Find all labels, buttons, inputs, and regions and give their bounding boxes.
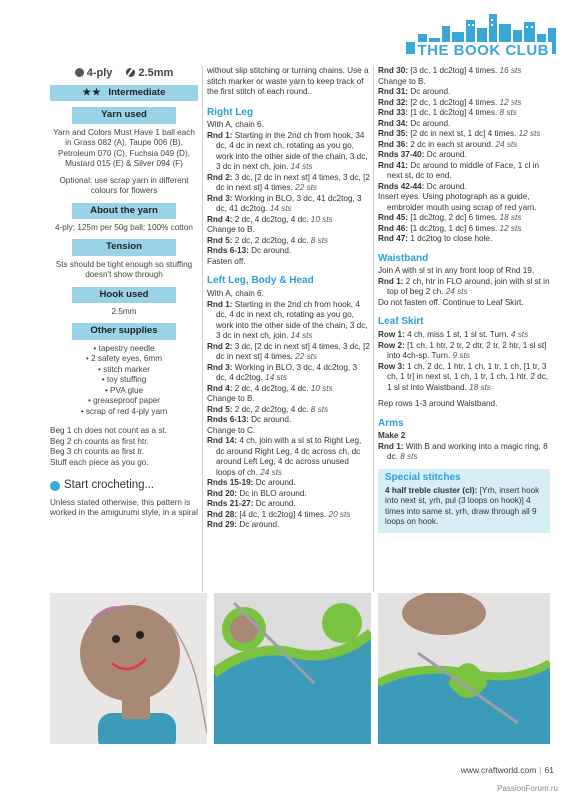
- crochet-skirt-illustration: [214, 593, 371, 744]
- instruction-line: Rnd 5: 2 dc, 2 dc2tog, 4 dc. 8 sts: [207, 235, 329, 245]
- bullet-dot-icon: [50, 481, 60, 491]
- instruction-line: Row 1: 4 ch, miss 1 st, 1 sl st. Turn. 4 sts: [378, 330, 529, 340]
- list-item: • toy stuffing: [101, 375, 147, 385]
- instruction-line: Rnd 31: Dc around.: [378, 87, 451, 96]
- special-stitches-heading: Special stitches: [385, 471, 461, 483]
- yarn-used-heading: Yarn used: [72, 107, 176, 123]
- instruction-line: Rnd 35: [2 dc in next st, 1 dc] 4 times. 12 sts: [378, 129, 541, 138]
- waistband-instructions: [378, 266, 550, 308]
- instruction-line: Do not fasten off. Continue to Leaf Skirt.: [378, 297, 524, 307]
- instruction-line: Row 3: 1 ch, 2 dc, 1 htr, 1 ch, 1 tr, 1 ch, [1 tr, 3 ch, 1 tr] in next st, 1 ch, 1 tr, 1 ch, 1 htr, 2 dc, 1 sl st into Waistband. 18 sts: [378, 361, 549, 392]
- yarn-ball-icon: [75, 68, 84, 77]
- list-item: • stitch marker: [98, 364, 150, 374]
- notes-list: [50, 426, 198, 468]
- difficulty-bar: [50, 85, 198, 101]
- crochet-hook-icon: [126, 68, 135, 77]
- instruction-line: Rnd 4: 2 dc, 4 dc2tog, 4 dc. 10 sts: [207, 383, 333, 393]
- instruction-line: Insert eyes. Using photograph as a guide, embroider mouth using scrap of red yarn.: [378, 192, 537, 212]
- hook-size: 2.5mm: [126, 66, 173, 80]
- instruction-line: With A, chain 6.: [207, 120, 264, 130]
- left-leg-heading: Left Leg, Body & Head: [207, 275, 314, 287]
- instruction-line: Rnd 30: [3 dc, 1 dc2tog] 4 times. 16 sts: [378, 66, 522, 75]
- crochet-leaf-illustration: [378, 593, 550, 744]
- magazine-section-title: THE BOOK CLUB: [415, 42, 553, 59]
- instruction-line: Rnd 33: [1 dc, 1 dc2tog] 4 times. 8 sts: [378, 108, 517, 117]
- website-url[interactable]: www.craftworld.com: [460, 765, 537, 775]
- other-supplies-heading: Other supplies: [72, 323, 176, 339]
- leaf-skirt-photo: [214, 593, 371, 744]
- instruction-line: Rnd 41: Dc around to middle of Face, 1 cl in next st, dc to end.: [378, 160, 540, 180]
- list-item: • scrap of red 4-ply yarn: [80, 406, 168, 416]
- crochet-doll-illustration: [50, 593, 207, 744]
- instruction-line: Rnd 34: Dc around.: [378, 118, 451, 128]
- special-stitches-box: [378, 469, 550, 533]
- instruction-line: Rnd 2: 3 dc, [2 dc in next st] 4 times, 3 dc, [2 dc in next st] 4 times. 22 sts: [207, 341, 370, 362]
- instruction-line: Change to B.: [378, 76, 426, 86]
- yarn-used-text: Yarn and Colors Must Have 1 ball each in Grass 082 (A), Taupe 006 (B), Petroleum 070 (C), Fuchsia 049 (D), Mustard 015 (E) & Silver 094 (F): [53, 127, 195, 169]
- hook-used-text: 2.5mm: [111, 306, 137, 316]
- instruction-line: Rnds 42-44: Dc around.: [378, 181, 467, 191]
- yarn-weight: 4-ply: [75, 66, 113, 80]
- page-header: [0, 0, 566, 62]
- instruction-line: Rnds 15-19: Dc around.: [207, 478, 296, 488]
- arms-make-count: Make 2: [378, 431, 406, 441]
- doll-head-photo: [50, 593, 207, 744]
- instruction-line: Change to B.: [207, 394, 255, 404]
- leaf-attachment-photo: [378, 593, 550, 744]
- list-item: • greaseproof paper: [87, 396, 161, 406]
- spec-line: [50, 66, 198, 80]
- note-item: Beg 3 ch counts as first tr.: [50, 447, 145, 457]
- instruction-line: Rnds 6-13: Dc around.: [207, 246, 292, 256]
- start-crocheting-heading: Start crocheting...: [50, 478, 198, 493]
- column-divider: [373, 66, 374, 592]
- start-text: Unless stated otherwise, this pattern is worked in the amigurumi style, in a spiral: [50, 497, 198, 518]
- instruction-line: Rnd 29: Dc around.: [207, 520, 280, 530]
- instruction-line: Change to B.: [207, 225, 255, 235]
- note-item: Beg 1 ch does not count as a st.: [50, 426, 167, 436]
- column-head-skirt-arms: [378, 66, 550, 533]
- difficulty-label: Intermediate: [108, 87, 166, 99]
- instruction-line: Rnd 45: [1 dc2tog, 2 dc] 6 times. 18 sts: [378, 213, 522, 222]
- difficulty-stars: ★★: [82, 87, 102, 99]
- instruction-line: Rnd 1: Starting in the 2nd ch from hook, 34 dc, 4 dc in next ch, rotating as you go, work into the other side of the chain, 3 dc, 3 dc in next ch, join. 14 sts: [207, 130, 368, 172]
- instruction-line: Rnd 47: 1 dc2tog to close hole.: [378, 234, 493, 243]
- leaf-skirt-instructions: [378, 330, 550, 393]
- head-instructions: [378, 66, 550, 245]
- waistband-heading: Waistband: [378, 252, 429, 264]
- arms-instructions: [378, 442, 550, 463]
- instruction-line: Rnd 1: Starting in the 2nd ch from hook, 4 dc, 4 dc in next ch, rotating as you go, work into the other side of the chain, 3 dc, 3 dc in next ch, join. 14 sts: [207, 299, 368, 341]
- instruction-line: Rnds 37-40: Dc around.: [378, 150, 467, 159]
- instruction-line: Rnds 6-13: Dc around.: [207, 415, 292, 425]
- supplies-list: [50, 344, 198, 418]
- list-item: • 2 safety eyes, 6mm: [85, 354, 163, 364]
- left-leg-instructions: [207, 289, 370, 531]
- right-leg-heading: Right Leg: [207, 106, 254, 118]
- instruction-line: Rnd 3: Working in BLO, 3 dc, 4 dc2tog, 3 dc, 4 dc2tog. 14 sts: [207, 362, 358, 383]
- leaf-skirt-heading: Leaf Skirt: [378, 316, 424, 328]
- about-yarn-text: 4-ply; 125m per 50g ball; 100% cotton: [55, 222, 193, 232]
- optional-text: Optional: use scrap yarn in different colours for flowers: [59, 175, 189, 196]
- tension-text: Sts should be tight enough so stuffing doesn't show through: [55, 259, 193, 280]
- instruction-line: Fasten off.: [207, 256, 246, 266]
- tension-heading: Tension: [72, 239, 176, 255]
- instruction-line: Rnd 20: Dc in BLO around.: [207, 488, 307, 498]
- intro-text: without slip stitching or turning chains. Use a stitch marker or waste yarn to keep track of the first stitch of each round..: [207, 66, 369, 96]
- note-item: Stuff each piece as you go.: [50, 457, 149, 467]
- right-leg-instructions: [207, 120, 370, 267]
- instruction-line: Rnd 3: Working in BLO, 3 dc, 41 dc2tog, 3 dc, 41 dc2tog. 14 sts: [207, 193, 362, 214]
- list-item: • tapestry needle: [93, 343, 155, 353]
- page-number: 61: [544, 765, 554, 775]
- instruction-line: Rnd 1: With B and working into a magic ring, 8 dc. 8 sts: [378, 441, 548, 462]
- special-stitch-definition: 4 half treble cluster (cl): [Yrh, insert hook into next st, yrh, pul (3 loops on hook)] 4 times into same st, yrh, draw through all 9 loops on hook.: [385, 485, 540, 527]
- watermark-text: PassionForum.ru: [497, 784, 558, 793]
- instruction-line: Row 2: [1 ch, 1 htr, 2 tr, 2 dtr, 2 tr, 2 htr, 1 sl st] into 4ch-sp. Turn. 9 sts: [378, 340, 547, 361]
- instruction-line: Rnd 14: 4 ch, join with a sl st to Right Leg, dc around Right Leg, 4 dc across ch, dc around Left Leg, 4 dc across unused loops of ch. 24 sts: [207, 436, 362, 477]
- page-footer: www.craftworld.com | 61: [460, 765, 554, 775]
- instruction-line: Change to C.: [207, 425, 256, 435]
- list-item: • PVA glue: [104, 385, 144, 395]
- instruction-line: Rnd 36: 2 dc in each st around. 24 sts: [378, 139, 518, 149]
- instruction-line: With A, chain 6.: [207, 289, 264, 299]
- instruction-line: Rnd 5: 2 dc, 2 dc2tog, 4 dc. 8 sts: [207, 404, 329, 414]
- repeat-text: Rep rows 1-3 around Waistband.: [378, 399, 498, 409]
- column-divider: [202, 66, 203, 592]
- instruction-line: Rnd 28: [4 dc, 1 dc2tog] 4 times. 20 sts: [207, 509, 351, 519]
- column-legs-body: [207, 66, 370, 531]
- about-yarn-heading: About the yarn: [72, 203, 176, 219]
- instruction-line: Join A with sl st in any front loop of Rnd 19.: [378, 266, 535, 276]
- column-materials: [50, 66, 198, 519]
- instruction-line: Rnd 46: [1 dc2tog, 1 dc] 6 times. 12 sts: [378, 223, 522, 233]
- arms-heading: Arms: [378, 417, 404, 429]
- hook-used-heading: Hook used: [72, 287, 176, 303]
- instruction-line: Rnd 1: 2 ch, htr in FLO around, join with sl st in top of beg 2 ch. 24 sts: [378, 276, 550, 297]
- instruction-line: Rnd 2: 3 dc, [2 dc in next st] 4 times, 3 dc, [2 dc in next st] 4 times. 22 sts: [207, 172, 370, 193]
- instruction-line: Rnds 21-27: Dc around.: [207, 499, 296, 509]
- instruction-line: Rnd 4: 2 dc, 4 dc2tog, 4 dc. 10 sts: [207, 214, 333, 224]
- instruction-line: Rnd 32: [2 dc, 1 dc2tog] 4 times. 12 sts: [378, 97, 522, 107]
- note-item: Beg 2 ch counts as first htr.: [50, 436, 149, 446]
